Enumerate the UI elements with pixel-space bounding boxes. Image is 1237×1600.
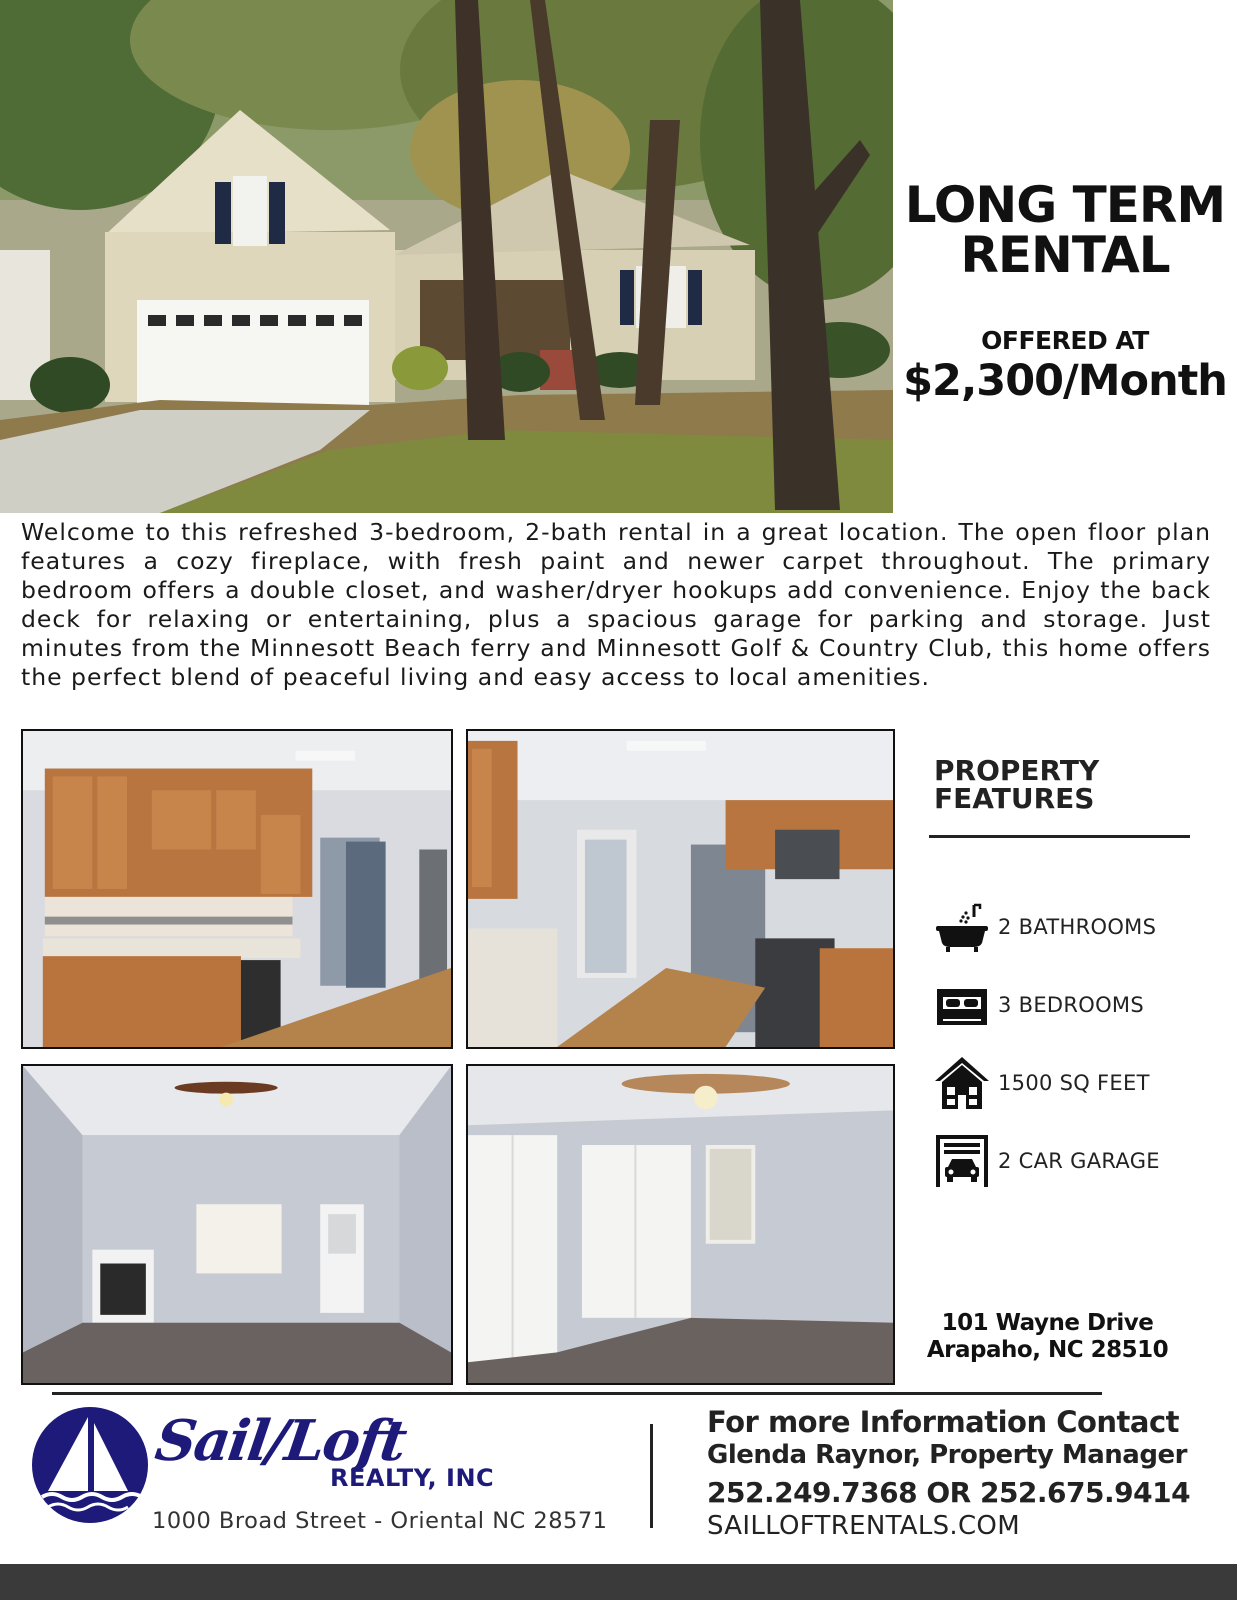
feature-label: 2 BATHROOMS — [998, 915, 1157, 939]
feature-garage — [934, 1133, 1234, 1189]
kitchen-photo-right — [466, 729, 895, 1049]
contact-phone: 252.249.7368 OR 252.675.9414 — [707, 1476, 1191, 1509]
house-icon — [934, 1055, 990, 1111]
feature-label: 2 CAR GARAGE — [998, 1149, 1160, 1173]
property-address — [920, 1310, 1175, 1364]
features-divider — [929, 835, 1190, 838]
garage-icon — [934, 1133, 990, 1189]
feature-bathrooms — [934, 899, 1234, 955]
kitchen-photo-left — [21, 729, 453, 1049]
living-room-photo — [21, 1064, 453, 1385]
bathtub-icon — [934, 899, 990, 955]
contact-website: SAILLOFTRENTALS.COM — [707, 1511, 1020, 1541]
contact-name: Glenda Raynor, Property Manager — [707, 1440, 1187, 1470]
bedroom-photo — [466, 1064, 895, 1385]
bed-icon — [934, 977, 990, 1033]
bottom-band — [0, 1564, 1237, 1600]
feature-label: 3 BEDROOMS — [998, 993, 1144, 1017]
brand-subtitle: REALTY, INC — [330, 1464, 495, 1492]
footer-divider-line — [52, 1392, 1102, 1395]
contact-heading: For more Information Contact — [707, 1405, 1180, 1439]
address-line-1: 101 Wayne Drive — [941, 1310, 1154, 1336]
address-line-2: Arapaho, NC 28510 — [926, 1337, 1169, 1363]
feature-label: 1500 SQ FEET — [998, 1071, 1150, 1095]
listing-headline: LONG TERM RENTAL — [904, 176, 1226, 284]
feature-square-feet — [934, 1055, 1234, 1111]
offered-at-label: OFFERED AT — [981, 326, 1149, 355]
rental-price: $2,300/Month — [903, 356, 1227, 406]
hero-house-photo — [0, 0, 893, 513]
office-address: 1000 Broad Street - Oriental NC 28571 — [152, 1508, 608, 1534]
footer-vertical-divider — [650, 1424, 653, 1528]
property-features-title: PROPERTY FEATURES — [934, 754, 1100, 815]
brand-name: Sail/Loft — [151, 1408, 410, 1474]
feature-bedrooms — [934, 977, 1234, 1033]
property-description: Welcome to this refreshed 3-bedroom, 2-bath rental in a great location. The open floor plan features a cozy fireplace, with fresh paint and newer carpet throughout. The primary bedroom offers a double closet, and washer/dryer hookups add convenience. Enjoy the back deck for relaxing or entertaining, plus a spacious garage for parking and storage. Just minutes from the Minnesott Beach ferry and Minnesott Golf & Country Club, this home offers the perfect blend of peaceful living and easy access to local amenities. — [21, 518, 1211, 691]
